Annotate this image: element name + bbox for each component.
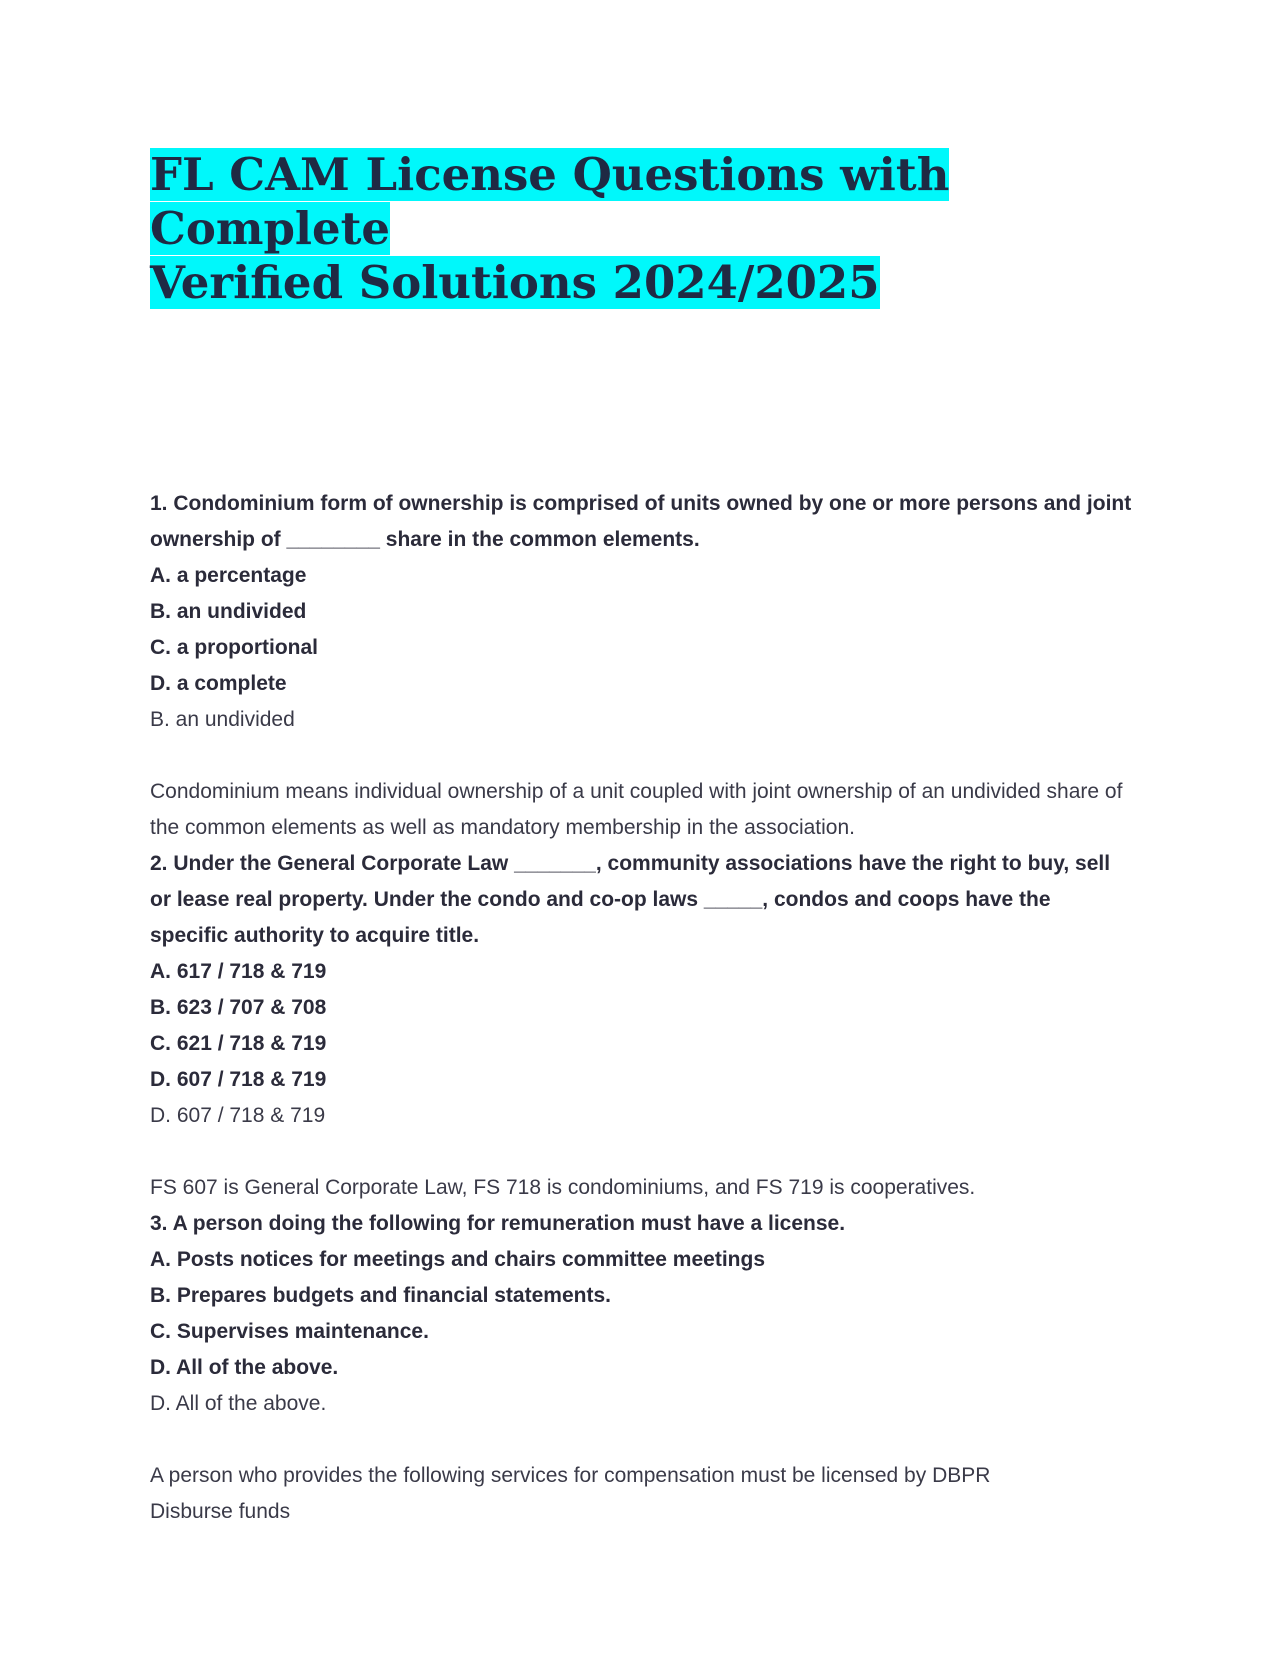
question-text: ownership of ________ share in the common elements.: [150, 528, 700, 551]
explanation: A person who provides the following services for compensation must be licensed by DBPR: [150, 1464, 991, 1487]
spacer: [150, 1422, 1150, 1458]
document-page: [150, 148, 1150, 1530]
answer: B. an undivided: [150, 708, 295, 731]
explanation: FS 607 is General Corporate Law, FS 718 is condominiums, and FS 719 is cooperatives.: [150, 1176, 976, 1199]
option-b: B. Prepares budgets and financial statements.: [150, 1284, 611, 1307]
question-text: 1. Condominium form of ownership is comprised of units owned by one or more persons and joint: [150, 492, 1132, 515]
option-b: B. an undivided: [150, 600, 307, 623]
option-a: A. a percentage: [150, 564, 307, 587]
answer: D. 607 / 718 & 719: [150, 1104, 326, 1127]
question-text: 2. Under the General Corporate Law _______, community associations have the right to buy, sell: [150, 852, 1111, 875]
spacer: [150, 1134, 1150, 1170]
explanation: Disburse funds: [150, 1500, 291, 1523]
question-2: [150, 846, 1150, 1206]
title-line-1: FL CAM License Questions with Complete: [150, 148, 950, 255]
explanation: the common elements as well as mandatory membership in the association.: [150, 816, 855, 839]
question-list: [150, 486, 1150, 1530]
question-text: or lease real property. Under the condo and co-op laws _____, condos and coops have the: [150, 888, 1051, 911]
question-text: specific authority to acquire title.: [150, 924, 480, 947]
question-3: [150, 1206, 1150, 1530]
option-d: D. a complete: [150, 672, 287, 695]
explanation: Condominium means individual ownership of a unit coupled with joint ownership of an undivided share of: [150, 780, 1123, 803]
answer: D. All of the above.: [150, 1392, 327, 1415]
option-a: A. Posts notices for meetings and chairs committee meetings: [150, 1248, 765, 1271]
document-title: [150, 148, 1150, 310]
option-c: C. Supervises maintenance.: [150, 1320, 429, 1343]
title-line-2: Verified Solutions 2024/2025: [150, 256, 880, 309]
spacer: [150, 738, 1150, 774]
option-c: C. a proportional: [150, 636, 318, 659]
option-d: D. 607 / 718 & 719: [150, 1068, 327, 1091]
option-b: B. 623 / 707 & 708: [150, 996, 327, 1019]
question-text: 3. A person doing the following for remuneration must have a license.: [150, 1212, 846, 1235]
option-d: D. All of the above.: [150, 1356, 339, 1379]
option-a: A. 617 / 718 & 719: [150, 960, 327, 983]
question-1: [150, 486, 1150, 846]
option-c: C. 621 / 718 & 719: [150, 1032, 327, 1055]
